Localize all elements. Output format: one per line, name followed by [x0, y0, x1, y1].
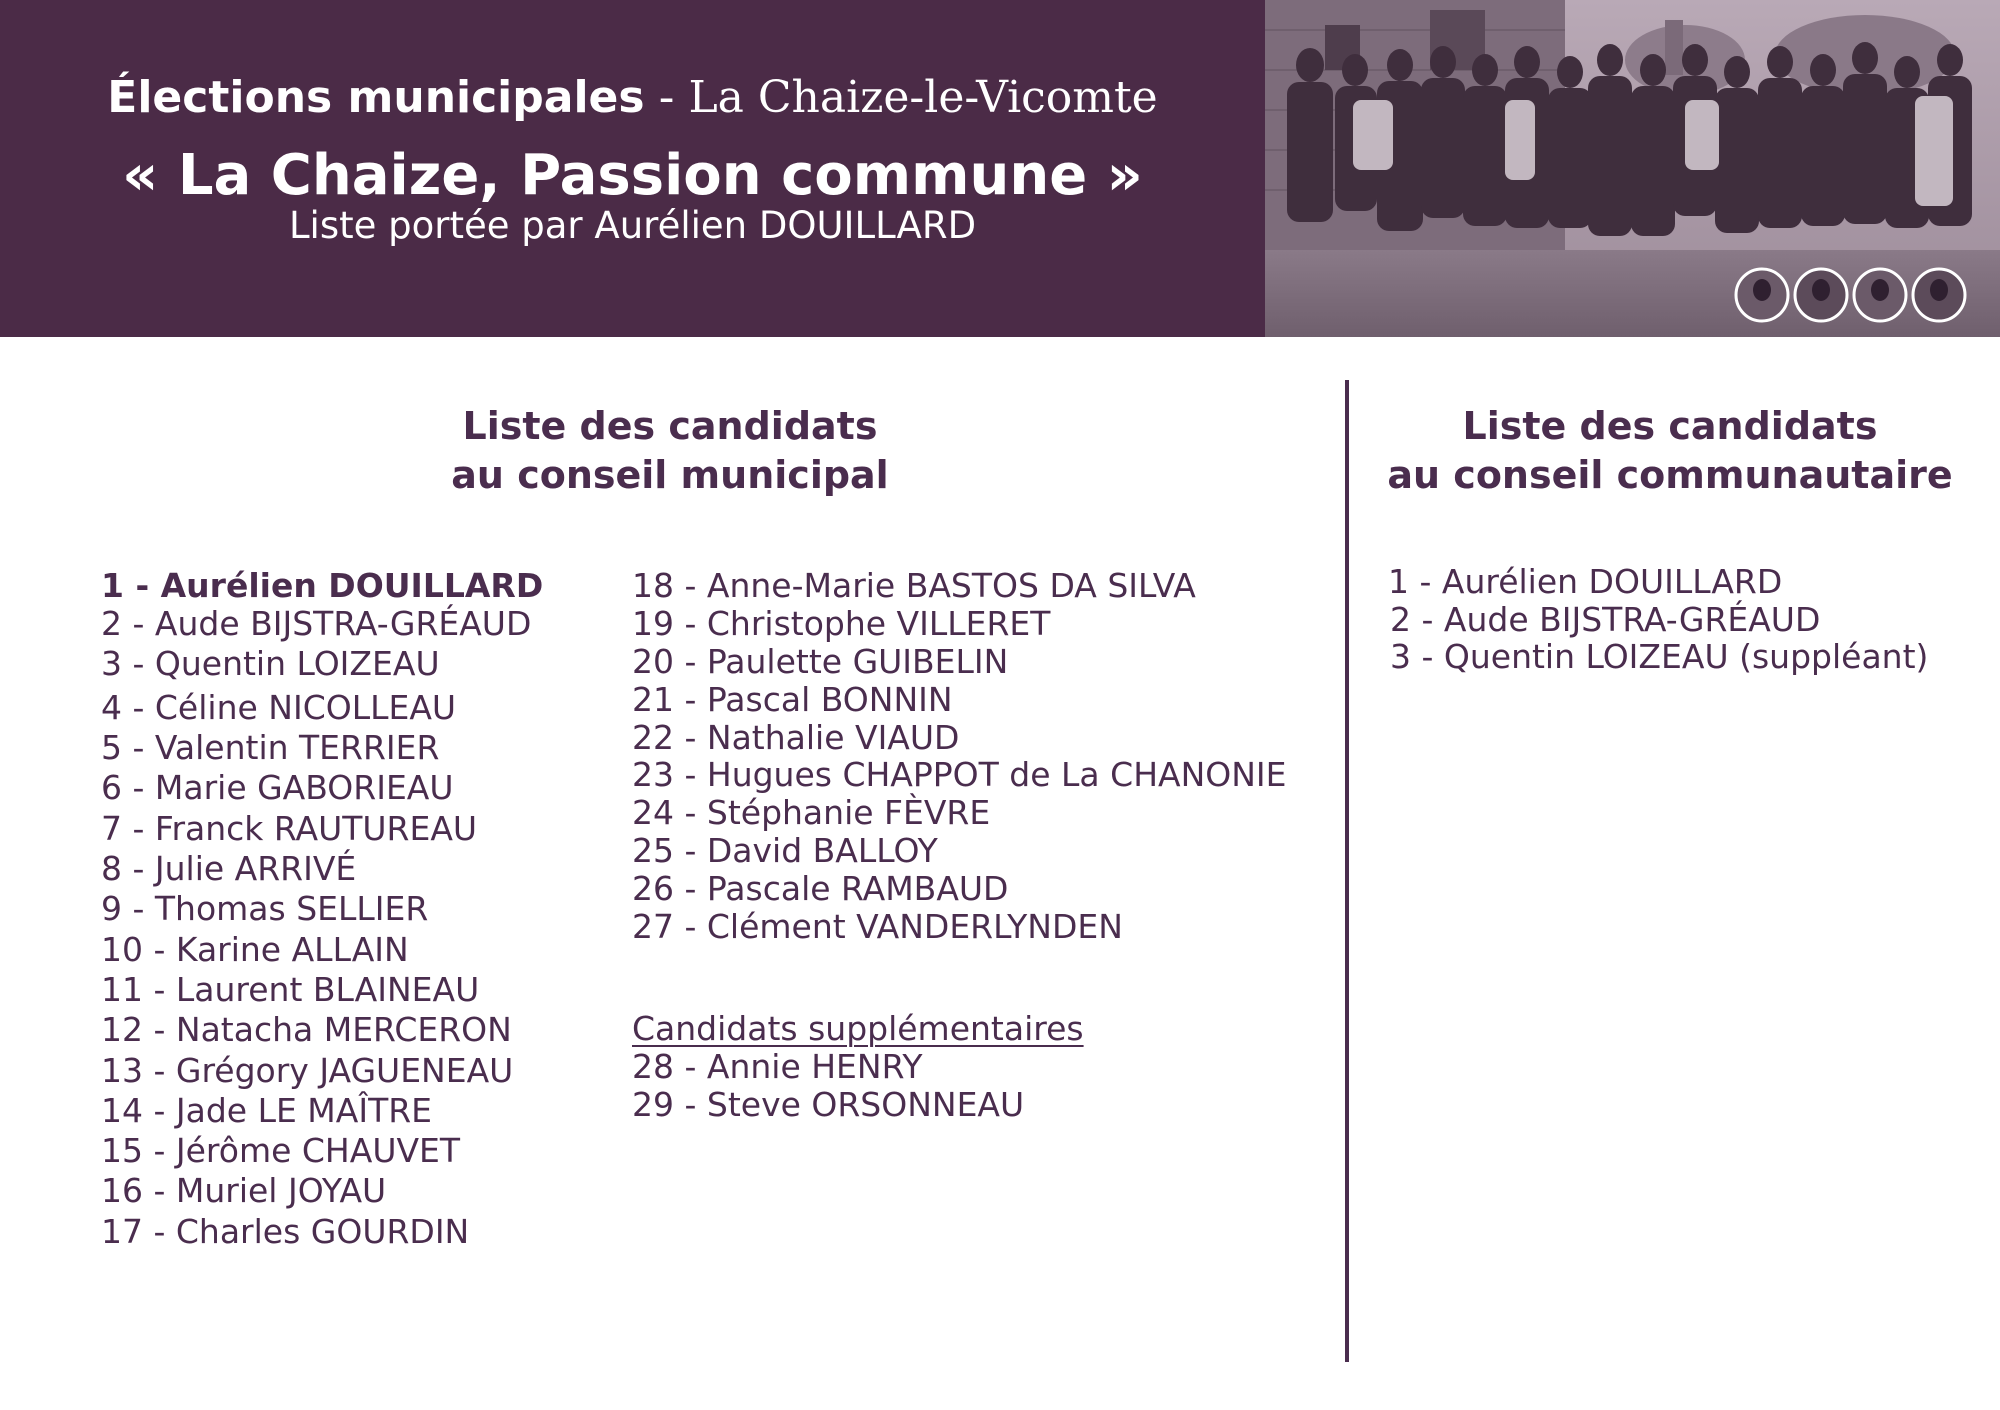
column-divider	[1345, 380, 1349, 1362]
list-name: « La Chaize, Passion commune »	[122, 143, 1143, 208]
municipal-candidate: 12 - Natacha MERCERON	[101, 1010, 512, 1049]
election-title-main: Élections municipales	[107, 72, 645, 123]
municipal-candidate: 8 - Julie ARRIVÉ	[101, 849, 357, 888]
municipal-candidate: 6 - Marie GABORIEAU	[101, 768, 454, 807]
municipal-candidate: 11 - Laurent BLAINEAU	[101, 970, 480, 1009]
list-tagline: Liste portée par Aurélien DOUILLARD	[288, 204, 977, 247]
election-title-separator: -	[658, 72, 675, 123]
group-photo-illustration	[1265, 0, 2000, 337]
municipal-candidate: 1 - Aurélien DOUILLARD	[101, 566, 544, 605]
municipal-title	[380, 402, 960, 500]
municipal-candidate: 17 - Charles GOURDIN	[101, 1212, 470, 1251]
municipal-candidate: 22 - Nathalie VIAUD	[632, 718, 960, 757]
municipal-candidate: 13 - Grégory JAGUENEAU	[101, 1051, 514, 1090]
communautaire-candidate: 1 - Aurélien DOUILLARD	[1388, 562, 1783, 601]
supplementary-candidate: 28 - Annie HENRY	[632, 1047, 923, 1086]
municipal-candidate: 2 - Aude BIJSTRA-GRÉAUD	[101, 604, 532, 643]
municipal-candidate: 25 - David BALLOY	[632, 831, 938, 870]
communautaire-title-line1: Liste des candidats	[1462, 404, 1878, 448]
municipal-candidate: 19 - Christophe VILLERET	[632, 604, 1051, 643]
municipal-candidate: 14 - Jade LE MAÎTRE	[101, 1091, 433, 1130]
commune-name: La Chaize-le-Vicomte	[688, 72, 1158, 123]
municipal-candidate: 27 - Clément VANDERLYNDEN	[632, 907, 1123, 946]
municipal-candidate: 3 - Quentin LOIZEAU	[101, 644, 440, 683]
municipal-candidate: 21 - Pascal BONNIN	[632, 680, 953, 719]
municipal-candidate: 23 - Hugues CHAPPOT de La CHANONIE	[632, 755, 1287, 794]
municipal-candidate: 20 - Paulette GUIBELIN	[632, 642, 1009, 681]
header-text	[0, 0, 1265, 337]
supplementary-candidate: 29 - Steve ORSONNEAU	[632, 1085, 1025, 1124]
municipal-title-line2: au conseil municipal	[451, 453, 889, 497]
communautaire-title-line2: au conseil communautaire	[1387, 453, 1953, 497]
municipal-candidate: 18 - Anne-Marie BASTOS DA SILVA	[632, 566, 1196, 605]
municipal-title-line1: Liste des candidats	[462, 404, 878, 448]
supplementary-heading: Candidats supplémentaires	[632, 1009, 1084, 1048]
communautaire-candidate: 3 - Quentin LOIZEAU (suppléant)	[1390, 637, 1929, 676]
municipal-candidate: 7 - Franck RAUTUREAU	[101, 809, 478, 848]
municipal-candidate: 5 - Valentin TERRIER	[101, 728, 440, 767]
election-title	[0, 70, 1265, 126]
municipal-candidate: 24 - Stéphanie FÈVRE	[632, 793, 991, 832]
municipal-candidate: 10 - Karine ALLAIN	[101, 930, 409, 969]
municipal-candidate: 15 - Jérôme CHAUVET	[101, 1131, 461, 1170]
header-banner	[0, 0, 2000, 337]
group-photo	[1265, 0, 2000, 337]
municipal-candidate: 4 - Céline NICOLLEAU	[101, 688, 457, 727]
municipal-candidate: 9 - Thomas SELLIER	[101, 889, 429, 928]
municipal-candidate: 26 - Pascale RAMBAUD	[632, 869, 1009, 908]
communautaire-candidate: 2 - Aude BIJSTRA-GRÉAUD	[1390, 600, 1821, 639]
communautaire-title	[1385, 402, 1955, 500]
municipal-candidate: 16 - Muriel JOYAU	[101, 1171, 387, 1210]
